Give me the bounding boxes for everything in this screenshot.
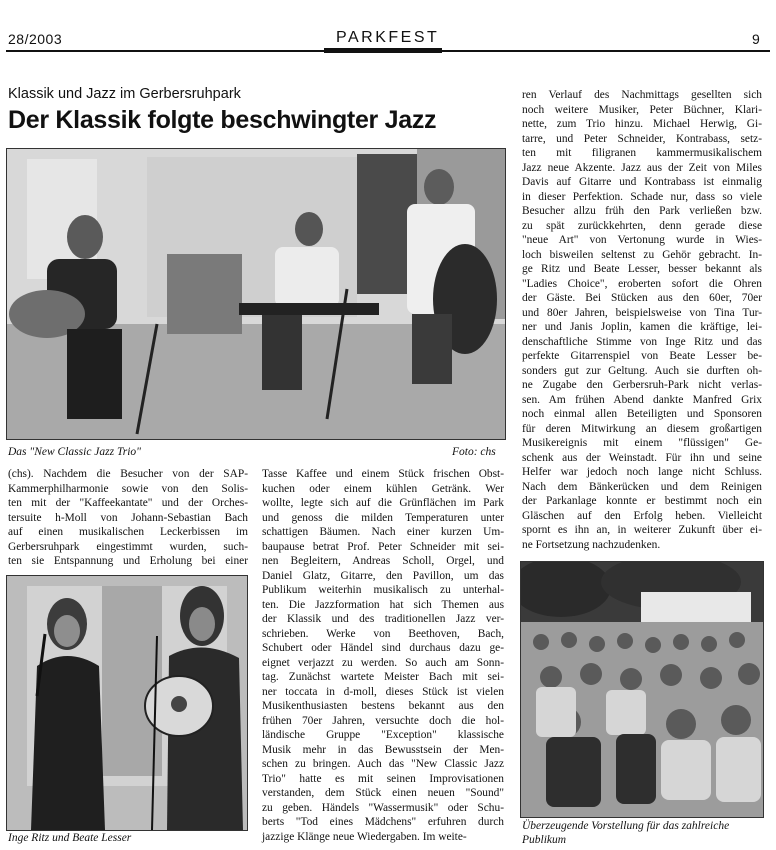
text-line: ländische Gruppe "Exception" klassische (262, 729, 504, 741)
text-line: schattigen Bäumen. Nach einer kurzen Um- (262, 526, 504, 538)
text-line: ner toccata in d-moll, dieses Stück ist vielen (262, 685, 504, 698)
text-line: frühen 70er Jahren, versuchte doch die hol- (262, 714, 504, 727)
text-line: ten mit der "Kaffeekantate" und der Orches- (8, 497, 248, 509)
trio-photo (6, 148, 506, 440)
text-line: schrieben. Werke von Beethoven, Bach, (262, 627, 504, 640)
text-line: für deren Mitwirkung an diesem großartigen (522, 422, 762, 435)
text-line: tarre, und Peter Schneider, Kontrabass, setz- (522, 132, 762, 145)
body-column-1 (8, 467, 248, 569)
text-line: Musik mehr in das Bewusstsein der Men- (262, 743, 504, 756)
issue-number: 28/2003 (8, 31, 63, 47)
text-line: ne Fortsetzung nachzudenken. (522, 538, 661, 551)
duo-photo (6, 575, 248, 831)
text-line: Trio" hatte es mit seinen Improvisationen (262, 772, 504, 785)
text-line: "Ladies Choice", eroberten sofort die Ohren (522, 277, 762, 290)
text-line: Jazz neue Akzente. Jazz aus der Zeit von Miles (522, 161, 762, 174)
text-line: ge Ritz und Beate Lesser, besser bekannt als (522, 263, 762, 275)
text-line: Davis auf Gitarre und Kontrabass ist einmalig (522, 176, 762, 188)
text-line: Besucher allzu früh den Park verließen bzw. (522, 205, 762, 217)
text-line: Tasse Kaffee und einem Stück frischen Obst- (262, 468, 504, 480)
text-line: nen Begleitern, Andreas Scholl, Orgel, und (262, 555, 504, 567)
text-line: ten sie Entspannung und Erholung bei einer (8, 555, 248, 567)
text-line: ner und Janis Joplin, kamen die kräftige, lei- (522, 321, 762, 333)
text-line: denschaftliche Stimme von Inge Ritz und das (522, 335, 762, 348)
text-line: und genoss die milden Temperaturen unter (262, 511, 504, 524)
text-line: Kammerphilharmonie sowie von den Solis- (8, 482, 248, 495)
trio-photo-credit: Foto: chs (452, 446, 496, 458)
text-line: (chs). Nachdem die Besucher von der SAP- (8, 468, 248, 480)
text-line: "neue Art" von Vertonung wurde in Wies- (522, 234, 762, 246)
text-line: der Klassik und des traditionellen Jazz ver- (262, 613, 504, 625)
text-line: Daniel Glatz, Gitarre, den Pavillon, um das (262, 569, 504, 582)
text-line: der Parkanlage konnte er bestimmt noch ein (522, 495, 762, 507)
text-line: auf einen musikalischen Leckerbissen im (8, 526, 248, 538)
body-column-3 (522, 88, 762, 552)
text-line: Gerbersruhpark eingestimmt wurden, such- (8, 540, 248, 553)
text-line: ten mit filigranen kammermusikalischem (522, 147, 762, 159)
text-line: in dieser Perfektion. Schade nur, dass so viele (522, 190, 762, 203)
text-line: Publikum weiterhin musikalisch zu unterhal- (262, 584, 504, 596)
text-line: ren Verlauf des Nachmittags gesellten sich (522, 89, 762, 101)
text-line: verstanden, dem Stück einen neuen "Sound" (262, 787, 504, 799)
audience-photo-caption-line-2: Publikum (522, 834, 567, 846)
text-line: Schubert oder Händel sind durchaus dazu ge- (262, 642, 504, 654)
text-line: kuchen oder einem kühlen Getränk. Wer (262, 482, 504, 495)
duo-photo-caption: Inge Ritz und Beate Lesser (8, 832, 132, 844)
audience-photo (520, 561, 764, 818)
page-number: 9 (752, 31, 760, 47)
text-line: loch bisweilen seltenst zu Gehör gebracht. In- (522, 248, 762, 261)
text-line: Musikenthusiasten bestens bekannt aus den (262, 700, 504, 712)
article-kicker: Klassik und Jazz im Gerbersruhpark (8, 86, 241, 102)
text-line: Helfer war jedoch noch lange nicht Schluss. (522, 466, 762, 478)
text-line: zu geben. Händels "Wassermusik" oder Schu- (262, 801, 504, 814)
text-line: schen zu bringen. Auch das "New Classic Jazz (262, 758, 504, 770)
article-headline: Der Klassik folgte beschwingter Jazz (8, 106, 437, 134)
text-line: eignet verjazzt zu werden. So auch am Sonn- (262, 656, 504, 669)
section-title: PARKFEST (336, 29, 440, 46)
text-line: Nach dem Bänkerücken und dem Reinigen (522, 480, 762, 493)
text-line: schenk aus der Weinstadt. Für ihn und seine (522, 451, 762, 464)
body-column-2 (262, 467, 504, 844)
text-line: zu spät zurückkehrten, denn gerade diese (522, 219, 762, 232)
text-line: Musikereignis mit einem "flüssigen" Ge- (522, 437, 762, 449)
text-line: Gläschen auf den Erfolg heben. Vielleicht (522, 509, 762, 522)
text-line: spornt es ihn an, in weiterer Zukunft über ei- (522, 524, 762, 536)
header-rule-accent (324, 48, 442, 53)
text-line: sonders gut zur Geltung. Auch sie durften oh- (522, 364, 762, 377)
text-line: der Gäste. Bei Stücken aus den 60er, 70er (522, 292, 762, 304)
text-line: wollte, legte sich auf die Grünflächen im Park (262, 497, 504, 509)
text-line: ten. Die Jazzformation hat sich Themen aus (262, 598, 504, 611)
text-line: perfekte Gitarrenspiel von Beate Lesser be- (522, 350, 762, 362)
audience-photo-caption: Überzeugende Vorstellung für das zahlreiche (522, 820, 730, 832)
text-line: berts "Tod eines Mädchens" erfuhren durch (262, 816, 504, 828)
text-line: tag. Zunächst wartete Meister Bach mit sei- (262, 671, 504, 683)
text-line: und 80er Jahren, beispielsweise von Tina Tur- (522, 306, 762, 319)
trio-photo-caption: Das "New Classic Jazz Trio" (8, 446, 141, 458)
text-line: noch einmal allen Beteiligten und Sponsoren (522, 408, 762, 420)
text-line: sen. Am frühen Abend dankte Manfred Grix (522, 393, 762, 406)
text-line: ne Zugabe den Gerbersruh-Park nicht verlas- (522, 379, 762, 391)
text-line: baupause betrat Prof. Peter Schneider mit sei- (262, 540, 504, 553)
text-line: tersuite h-Moll von Johann-Sebastian Bach (8, 511, 248, 524)
text-line: noch weitere Musiker, Peter Büchner, Klari- (522, 103, 762, 116)
text-line: nette, zum Trio hinzu. Michael Herwig, Gi- (522, 118, 762, 130)
text-line: jazzige Klänge neue Wiedergaben. Im weite- (262, 830, 467, 843)
